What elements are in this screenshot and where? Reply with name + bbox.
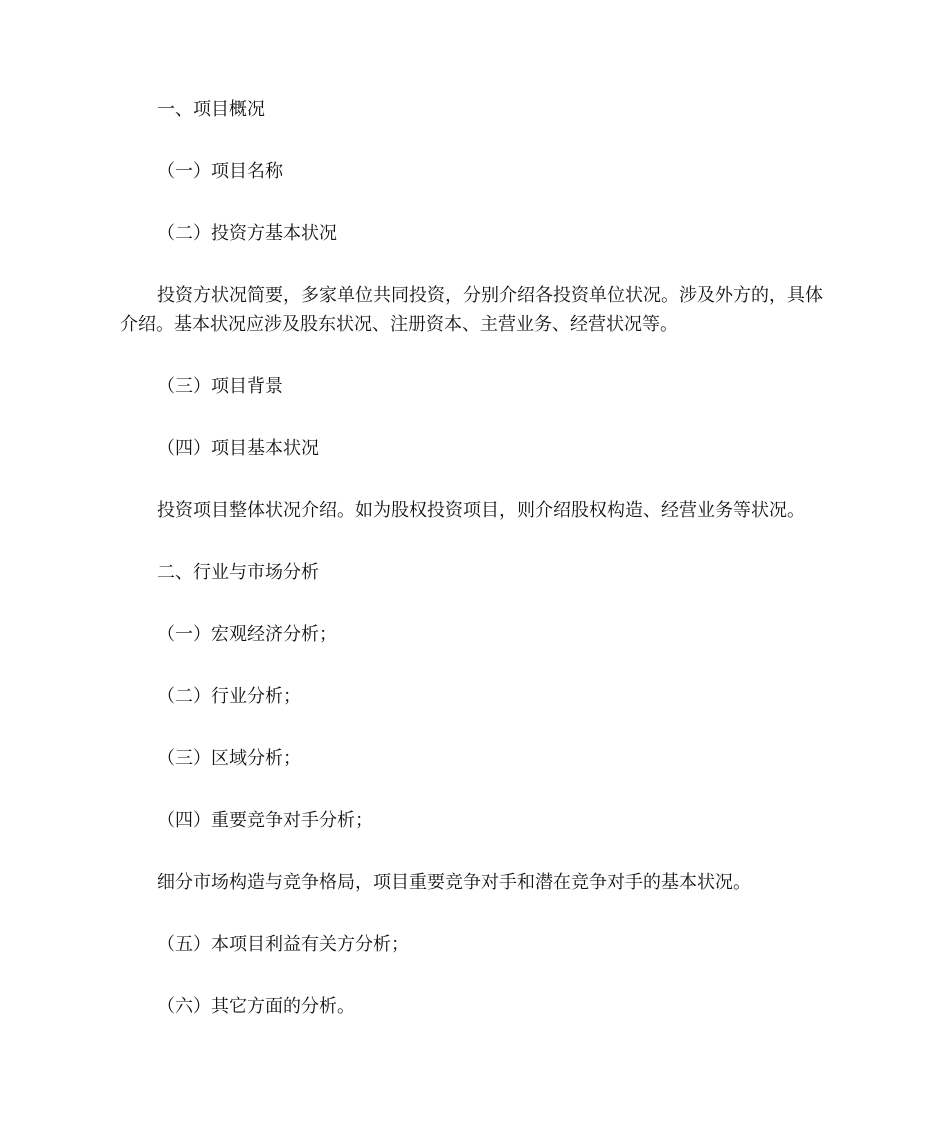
section-heading-project-overview: 一、项目概况 <box>157 99 265 120</box>
subsection-heading-project-name: （一）项目名称 <box>157 161 283 182</box>
section-heading-industry-market: 二、行业与市场分析 <box>157 562 319 583</box>
subsection-heading-investor-status: （二）投资方基本状况 <box>157 223 337 244</box>
subsection-heading-regional-analysis: （三）区域分析； <box>157 748 301 769</box>
subsection-heading-stakeholder-analysis: （五）本项目利益有关方分析； <box>157 934 409 955</box>
subsection-heading-industry-analysis: （二）行业分析； <box>157 686 301 707</box>
subsection-heading-other-analysis: （六）其它方面的分析。 <box>157 996 355 1017</box>
subsection-heading-project-basic-status: （四）项目基本状况 <box>157 438 319 459</box>
body-paragraph-project-overall: 投资项目整体状况介绍。如为股权投资项目，则介绍股权构造、经营业务等状况。 <box>157 500 805 521</box>
body-paragraph-investor-summary: 投资方状况简要，多家单位共同投资，分别介绍各投资单位状况。涉及外方的，具体介绍。基本状况应涉及股东状况、注册资本、主营业务、经营状况等。 <box>120 285 823 335</box>
subsection-heading-macro-economy: （一）宏观经济分析； <box>157 624 337 645</box>
body-paragraph-market-structure: 细分市场构造与竞争格局，项目重要竞争对手和潜在竞争对手的基本状况。 <box>157 872 751 893</box>
subsection-heading-project-background: （三）项目背景 <box>157 376 283 397</box>
subsection-heading-competitor-analysis: （四）重要竞争对手分析； <box>157 810 373 831</box>
